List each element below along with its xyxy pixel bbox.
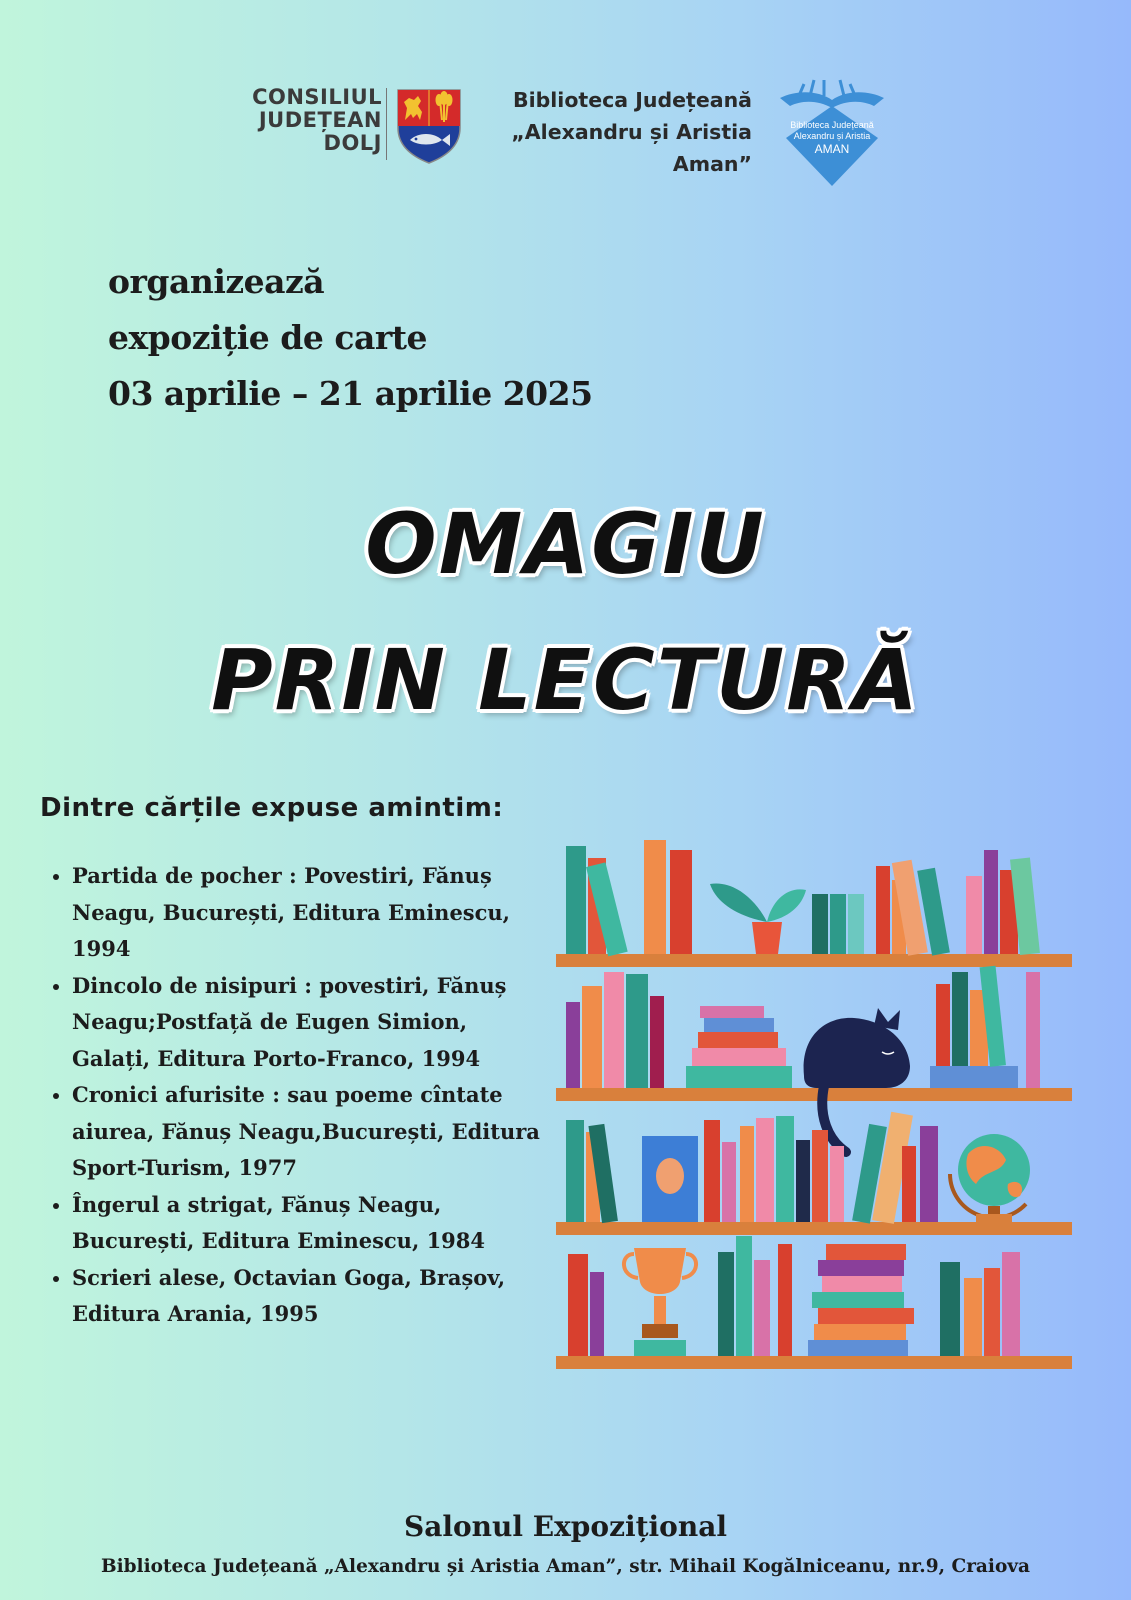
bookshelf-with-cat-illustration — [556, 840, 1082, 1380]
intro-exhibition: expoziție de carte — [108, 318, 427, 357]
books-heading: Dintre cărțile expuse amintim: — [40, 793, 504, 823]
open-book-logo-icon — [774, 76, 890, 188]
exhibition-title — [0, 476, 1131, 748]
council-line-3: DOLJ — [323, 131, 382, 155]
intro-dates: 03 aprilie – 21 aprilie 2025 — [108, 374, 593, 413]
book-list — [48, 858, 542, 1333]
list-item: • Scrieri alese, Octavian Goga, Brașov, Editura Arania, 1995 — [72, 1260, 542, 1333]
library-name-line-3: Aman” — [672, 152, 752, 176]
logo-divider — [386, 88, 387, 160]
council-line-2: JUDEȚEAN — [258, 108, 382, 132]
list-item: • Cronici afurisite : sau poeme cîntate aiurea, Fănuș Neagu,București, Editura Sport-Turism, 1977 — [72, 1077, 542, 1187]
venue-address: Biblioteca Județeană „Alexandru și Aristia Aman”, str. Mihail Kogălniceanu, nr.9, Craiova — [100, 1556, 1031, 1577]
dolj-coat-of-arms-icon — [396, 88, 462, 164]
county-council-logo-text — [246, 86, 382, 155]
venue-name: Salonul Expozițional — [404, 1510, 727, 1543]
title-line-2: PRIN LECTURĂ — [211, 631, 920, 729]
library-name-line-2: „Alexandru și Aristia — [511, 120, 752, 144]
list-item: • Îngerul a strigat, Fănuș Neagu, București, Editura Eminescu, 1984 — [72, 1187, 542, 1260]
title-line-1: OMAGIU — [365, 495, 766, 593]
library-name — [488, 84, 752, 180]
shelf-3-books — [566, 1112, 1030, 1224]
intro-organizes: organizează — [108, 262, 325, 301]
shelf-1-books — [566, 840, 1040, 956]
library-name-line-1: Biblioteca Județeană — [512, 88, 752, 112]
shelf-2-books — [566, 966, 1040, 1152]
event-intro — [108, 254, 593, 422]
logo-text-line-2: Alexandru și Aristia — [793, 131, 871, 141]
list-item: • Partida de pocher : Povestiri, Fănuș Neagu, București, Editura Eminescu, 1994 — [72, 858, 542, 968]
list-item: • Dincolo de nisipuri : povestiri, Fănuș Neagu;Postfață de Eugen Simion, Galați, Editura Porto-Franco, 1994 — [72, 968, 542, 1078]
shelf-4-books — [568, 1236, 1020, 1356]
council-line-1: CONSILIUL — [252, 85, 382, 109]
logo-text-line-1: Biblioteca Județeană — [790, 120, 874, 130]
logo-text-line-3: AMAN — [814, 142, 850, 156]
